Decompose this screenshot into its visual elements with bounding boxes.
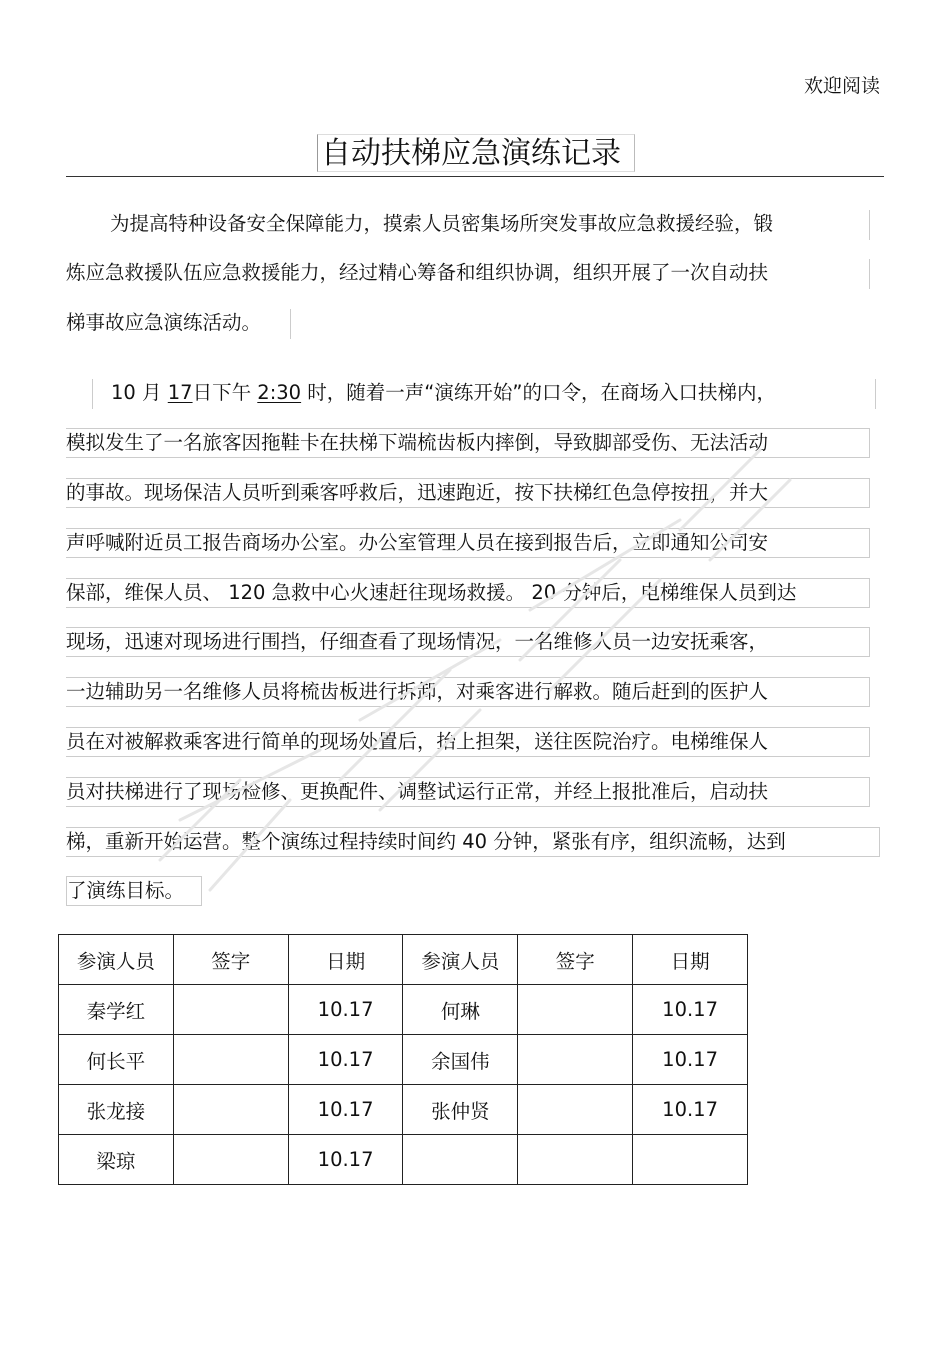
header-cell: 签字 xyxy=(518,935,633,985)
date-cell: 10.17 xyxy=(633,1085,748,1135)
signature-cell xyxy=(173,1085,288,1135)
participant-name: 梁琼 xyxy=(59,1135,174,1185)
header-cell: 日期 xyxy=(633,935,748,985)
date-cell: 10.17 xyxy=(288,1135,403,1185)
date-cell: 10.17 xyxy=(288,1035,403,1085)
record-time: 2:30 xyxy=(257,381,302,404)
header-cell: 签字 xyxy=(173,935,288,985)
header-cell: 日期 xyxy=(288,935,403,985)
record-month-unit: 月 xyxy=(142,381,162,404)
table-row xyxy=(59,1085,748,1135)
date-cell xyxy=(633,1135,748,1185)
page-title: 自动扶梯应急演练记录 xyxy=(317,134,635,172)
participant-name: 秦学红 xyxy=(59,985,174,1035)
table-row xyxy=(59,1035,748,1085)
intro-line-2: 炼应急救援队伍应急救援能力，经过精心筹备和组织协调，组织开展了一次自动扶 xyxy=(66,259,870,289)
record-line-8: 员在对被解救乘客进行简单的现场处置后，抬上担架，送往医院治疗。电梯维保人 xyxy=(66,727,870,757)
table-row xyxy=(59,985,748,1035)
participant-name: 张龙接 xyxy=(59,1085,174,1135)
roster-table xyxy=(58,934,748,1185)
record-line-1-rest: 时，随着一声“演练开始”的口令，在商场入口扶梯内， xyxy=(307,381,777,404)
date-cell: 10.17 xyxy=(633,1035,748,1085)
signature-cell xyxy=(518,1035,633,1085)
participant-name: 余国伟 xyxy=(403,1035,518,1085)
signature-cell xyxy=(173,1035,288,1085)
table-row xyxy=(59,1135,748,1185)
record-line-2: 模拟发生了一名旅客因拖鞋卡在扶梯下端梳齿板内摔倒，导致脚部受伤、无法活动 xyxy=(66,428,870,458)
participant-name: 张仲贤 xyxy=(403,1085,518,1135)
record-line-7: 一边辅助另一名维修人员将梳齿板进行拆卸，对乘客进行解救。随后赶到的医护人 xyxy=(66,677,870,707)
record-line-1 xyxy=(92,379,876,409)
header-note: 欢迎阅读 xyxy=(803,75,880,97)
signature-cell xyxy=(518,1135,633,1185)
record-day-unit: 日下午 xyxy=(192,381,252,404)
record-line-11: 了演练目标。 xyxy=(66,876,202,906)
record-line-10: 梯，重新开始运营。整个演练过程持续时间约 40 分钟，紧张有序，组织流畅，达到 xyxy=(66,827,880,857)
record-line-4: 声呼喊附近员工报告商场办公室。办公室管理人员在接到报告后，立即通知公司安 xyxy=(66,528,870,558)
signature-cell xyxy=(518,1085,633,1135)
header-cell: 参演人员 xyxy=(403,935,518,985)
record-line-6: 现场，迅速对现场进行围挡，仔细查看了现场情况，一名维修人员一边安抚乘客， xyxy=(66,627,870,657)
record-line-9: 员对扶梯进行了现场检修、更换配件、调整试运行正常，并经上报批准后，启动扶 xyxy=(66,777,870,807)
record-day: 17 xyxy=(167,381,193,404)
date-cell: 10.17 xyxy=(288,985,403,1035)
record-line-5: 保部，维保人员、 120 急救中心火速赶往现场救援。 20 分钟后，电梯维保人员到达 xyxy=(66,578,870,608)
signature-cell xyxy=(173,985,288,1035)
record-month: 10 xyxy=(111,381,136,404)
signature-cell xyxy=(518,985,633,1035)
participant-name: 何长平 xyxy=(59,1035,174,1085)
intro-line-3: 梯事故应急演练活动。 xyxy=(66,309,291,339)
date-cell: 10.17 xyxy=(633,985,748,1035)
title-divider xyxy=(66,176,884,177)
signature-cell xyxy=(173,1135,288,1185)
record-line-3: 的事故。现场保洁人员听到乘客呼救后，迅速跑近，按下扶梯红色急停按扭，并大 xyxy=(66,478,870,508)
participant-name: 何琳 xyxy=(403,985,518,1035)
table-header-row xyxy=(59,935,748,985)
intro-line-1: 为提高特种设备安全保障能力，摸索人员密集场所突发事故应急救援经验，锻 xyxy=(66,210,870,240)
header-cell: 参演人员 xyxy=(59,935,174,985)
date-cell: 10.17 xyxy=(288,1085,403,1135)
participant-name xyxy=(403,1135,518,1185)
